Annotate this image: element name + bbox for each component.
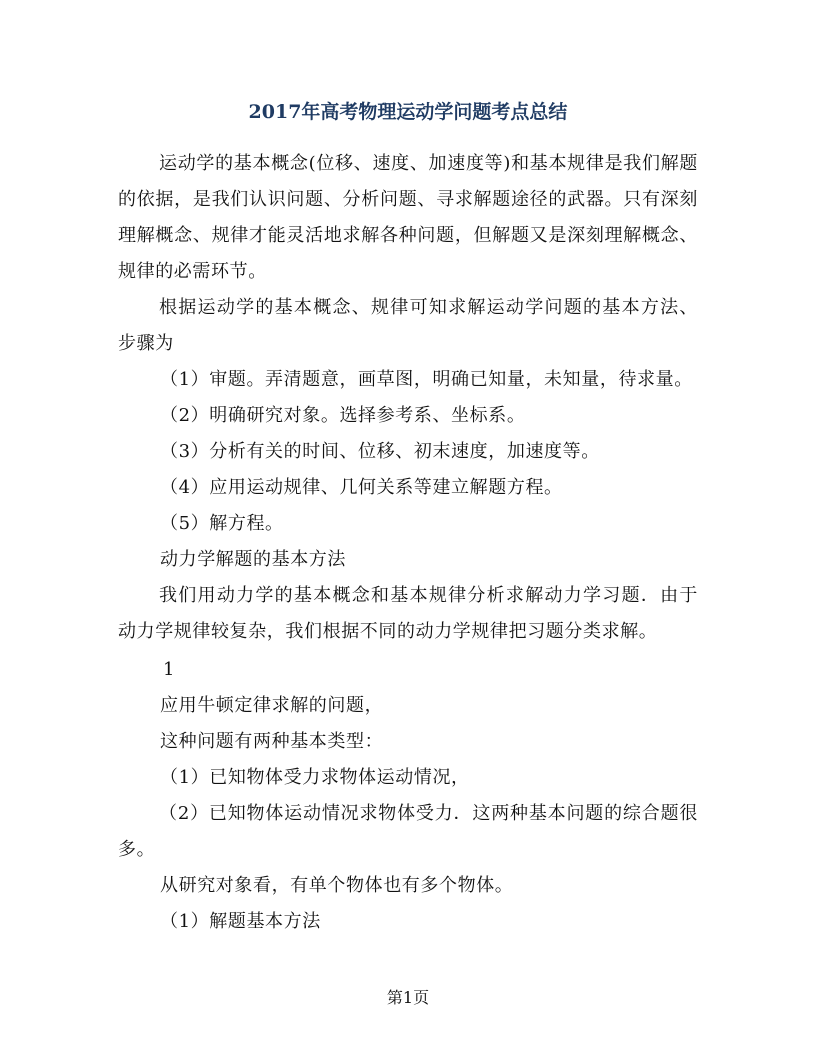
research-object-note: 从研究对象看，有单个物体也有多个物体。: [160, 875, 514, 896]
step-item-5: （5）解方程。: [160, 513, 284, 534]
document-title: 2017年高考物理运动学问题考点总结: [248, 101, 568, 123]
problem-type-2: （2）已知物体运动情况求物体受力．这两种基本问题的综合题很多。: [118, 803, 698, 860]
section-number: 1: [163, 659, 176, 680]
paragraph-method-steps-intro: 根据运动学的基本概念、规律可知求解运动学问题的基本方法、步骤为: [118, 297, 698, 354]
page-number: 第1页: [386, 988, 430, 1007]
section-heading-dynamics: 动力学解题的基本方法: [160, 549, 346, 570]
step-item-2: （2）明确研究对象。选择参考系、坐标系。: [160, 405, 526, 426]
step-item-4: （4）应用运动规律、几何关系等建立解题方程。: [160, 477, 563, 498]
problem-types-intro: 这种问题有两种基本类型：: [160, 731, 384, 752]
step-item-3: （3）分析有关的时间、位移、初末速度，加速度等。: [160, 441, 600, 462]
newton-problems-heading: 应用牛顿定律求解的问题，: [160, 695, 384, 716]
solution-method-heading: （1）解题基本方法: [160, 911, 321, 932]
paragraph-dynamics-intro: 我们用动力学的基本概念和基本规律分析求解动力学习题．由于动力学规律较复杂，我们根据不同的动力学规律把习题分类求解。: [118, 585, 698, 642]
paragraph-kinematics-intro: 运动学的基本概念(位移、速度、加速度等)和基本规律是我们解题的依据，是我们认识问题、分析问题、寻求解题途径的武器。只有深刻理解概念、规律才能灵活地求解各种问题，但解题又是深刻理解概念、规律的必需环节。: [118, 153, 698, 282]
step-item-1: （1）审题。弄清题意，画草图，明确已知量，未知量，待求量。: [160, 369, 693, 390]
problem-type-1: （1）已知物体受力求物体运动情况，: [160, 767, 470, 788]
